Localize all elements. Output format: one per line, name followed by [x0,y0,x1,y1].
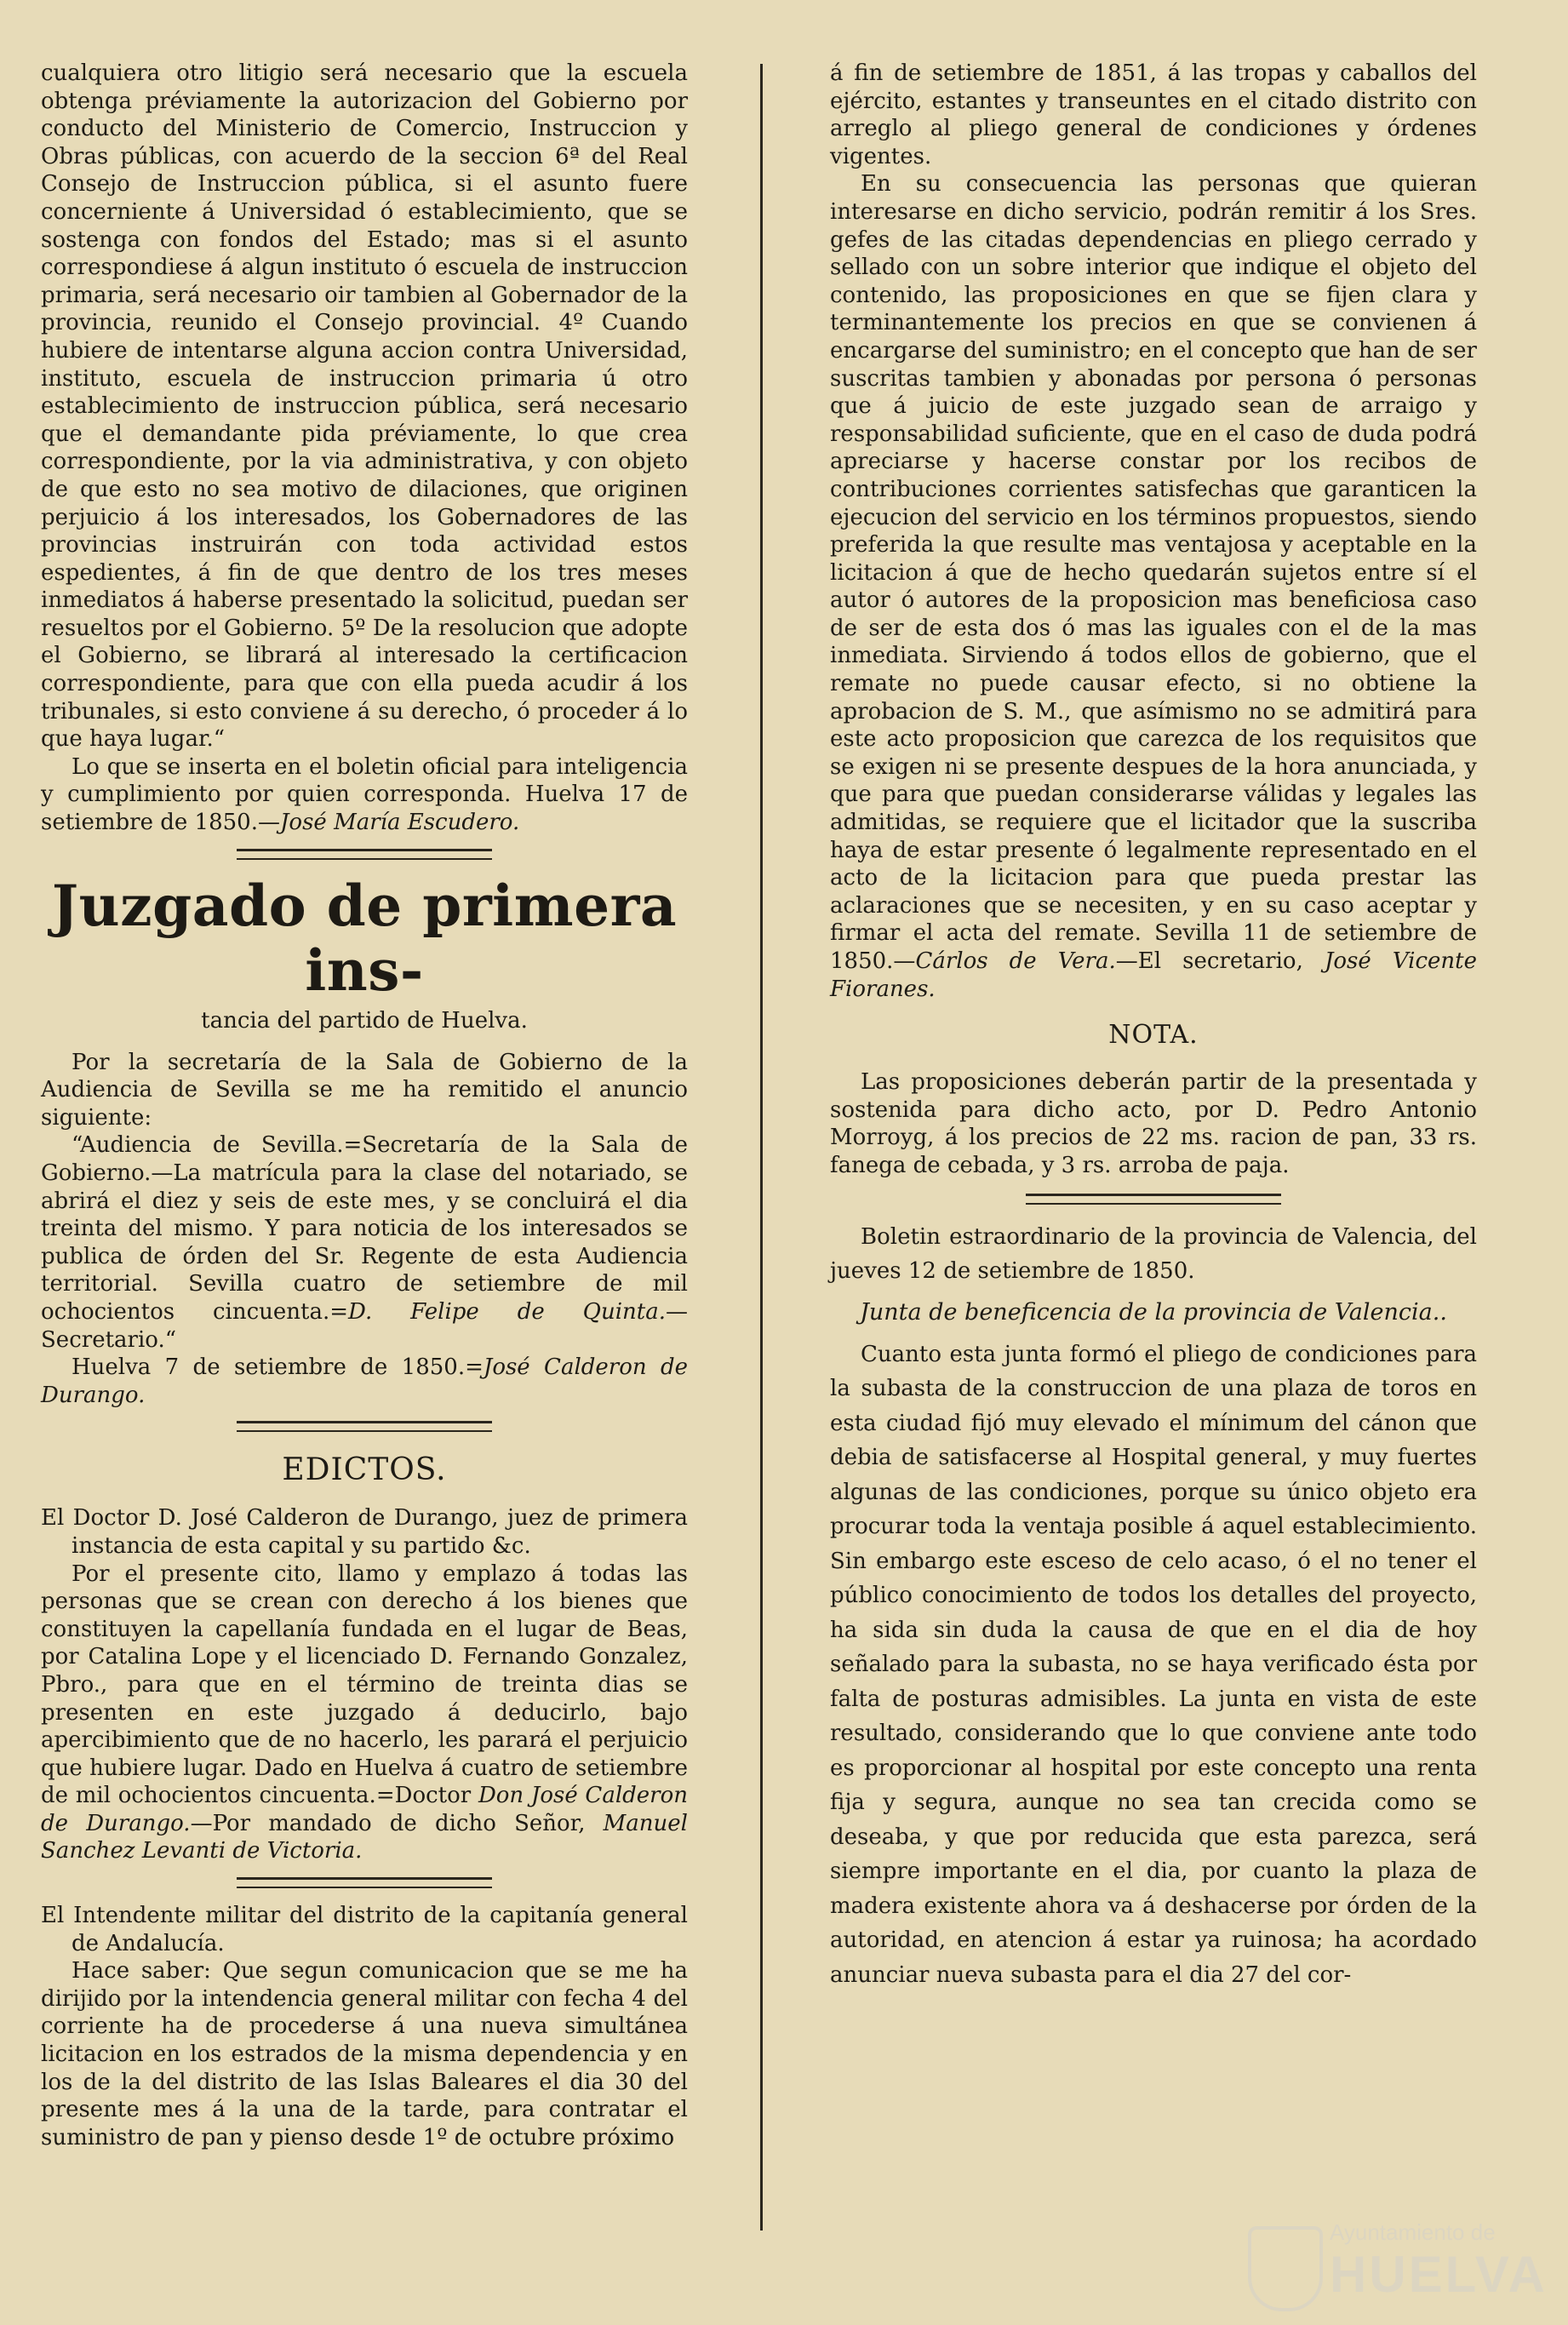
signature: Cárlos de Vera. [915,948,1116,974]
nota-heading: NOTA. [1108,1020,1199,1051]
juzgado-subheading: tancia del partido de Huelva. [201,1007,528,1034]
insertion-notice: Lo que se inserta en el boletin oficial para inteligencia y cumplimiento por quien corresponda. Huelva 17 de setiembre de 1850.—José María Escudero. [41,753,688,836]
signature: Don José Calderon de Durango. [41,1783,689,1836]
huelva-dateline: Huelva 7 de setiembre de 1850.=José Calderon de Durango. [41,1354,688,1408]
nota-body: Las proposiciones deberán partir de la presentada y sostenida para dicho acto, por D. Pedro Antonio Morroyg, á los precios de 22 ms. racion de pan, 33 rs. fanega de cebada, y 3 rs. arroba de paja. [830,1069,1477,1178]
audiencia-intro: Por la secretaría de la Sala de Gobierno de la Audiencia de Sevilla se me ha remitido el anuncio siguiente: [41,1049,688,1131]
signature: Manuel Sanchez Levanti de Victoria. [41,1810,688,1864]
section-divider [237,1421,492,1432]
signature: José Vicente Fioranes. [830,948,1477,1002]
valencia-section [830,1220,1477,1993]
edictos-heading: EDICTOS. [282,1452,447,1488]
signature: José Calderon de Durango. [41,1354,688,1408]
law-article-continuation: cualquiera otro litigio será necesario que la escuela obtenga préviamente la autorizacion del Gobierno por conducto del Ministerio de Comercio, Instruccion y Obras públicas, con acuerdo de la seccion 6ª del Real Consejo de Instruccion pública, si el asunto fuere concerniente á Universidad ó establecimiento, que se sostenga con fondos del Estado; mas si el asunto correspondiese á algun instituto ó escuela de instruccion primaria, será necesario oir tambien al Gobernador de la provincia, reunido el Consejo provincial. 4º Cuando hubiere de intentarse alguna accion contra Universidad, instituto, escuela de instruccion primaria ú otro establecimiento de instruccion pública, será necesario que el demandante pida préviamente, lo que crea correspondiente, por la via administrativa, y con objeto de que esto no sea motivo de dilaciones, que originen perjuicio á los interesados, los Gobernadores de las provincias instruirán con toda actividad estos espedientes, á fin de que dentro de los tres meses inmediatos á haberse presentado la solicitud, puedan ser resueltos por el Gobierno. 5º De la resolucion que adopte el Gobierno, se librará al interesado la certificacion correspondiente, para que con ella pueda acudir á los tribunales, si esto conviene á su derecho, ó proceder á lo que haya lugar.“ [41,60,688,753]
valencia-boletin-title: Boletin estraordinario de la provincia de Valencia, del jueves 12 de setiembre de 1850. [830,1223,1477,1285]
signature: D. Felipe de Quinta. [348,1298,667,1325]
junta-body: Cuanto esta junta formó el pliego de condiciones para la subasta de la construccion de una plaza de toros en esta ciudad fijó muy elevado el mínimum del cánon que debia de satisfacerse al Hospital general, y muy fuertes algunas de las condiciones, porque su único objeto era procurar toda la ventaja posible á aquel establecimiento. Sin embargo este esceso de celo acaso, ó el no tener el público conocimiento de todos los detalles del proyecto, ha sida sin duda la causa de que en el dia de hoy señalado para la subasta, no se haya verificado ésta por falta de posturas admisibles. La junta en vista de este resultado, considerando que lo que conviene ante todo es proporcionar al hospital por este concepto una renta fija y segura, aunque no sea tan crecida como se deseaba, y que por reducida que esta parezca, será siempre importante en el dia, por cuanto la plaza de madera existente ahora va á deshacerse por órden de la autoridad, en atencion á estar ya ruinosa; ha acordado anunciar nueva subasta para el dia 27 del cor- [830,1341,1477,1988]
intendente-continuation: á fin de setiembre de 1851, á las tropas y caballos del ejército, estantes y transeuntes en el citado distrito con arreglo al pliego general de condiciones y órdenes vigentes. [830,60,1477,169]
intendente-heading: El Intendente militar del distrito de la capitanía general de Andalucía. [41,1903,688,1956]
edicto-issuer: El Doctor D. José Calderon de Durango, juez de primera instancia de esta capital y su partido &c. [41,1505,688,1559]
audiencia-notice: “Audiencia de Sevilla.=Secretaría de la Sala de Gobierno.—La matrícula para la clase del notariado, se abrirá el diez y seis de este mes, y se concluirá el dia treinta del mismo. Y para noticia de los interesados se publica de órden del Sr. Regente de esta Audiencia territorial. Sevilla cuatro de setiembre de mil ochocientos cincuenta.=D. Felipe de Quinta.—Secretario.“ [41,1132,689,1353]
junta-heading: Junta de beneficencia de la provincia de Valencia.. [860,1298,1447,1326]
section-divider [237,1877,492,1888]
right-column [830,60,1477,1992]
ayuntamiento-watermark: Ayuntamiento de HUELVA [1248,2211,1537,2313]
signature: José María Escudero. [280,810,520,836]
licitacion-conditions: En su consecuencia las personas que quieran interesarse en dicho servicio, podrán remitir á los Sres. gefes de las citadas dependencias en pliego cerrado y sellado con un sobre interior que indique el objeto del contenido, las proposiciones en que se fijen clara y terminantemente los precios en que se convienen á encargarse del suministro; en el concepto que han de ser suscritas tambien y abonadas por persona ó personas que á juicio de este juzgado sean de arraigo y responsabilidad suficiente, que en el caso de duda podrá apreciarse y hacerse constar por los recibos de contribuciones corrientes satisfechas que garanticen la ejecucion del servicio en los términos propuestos, siendo preferida la que resulte mas ventajosa y aceptable en la licitacion á que de hecho quedarán sujetos entre sí el autor ó autores de la proposicion mas beneficiosa caso de ser de esta dos ó mas las iguales con el de la mas inmediata. Sirviendo á todos ellos de gobierno, que el remate no puede causar efecto, si no obtiene la aprobacion de S. M., que asímismo no se admitirá para este acto proposicion que carezca de los requisitos que se exigen ni se presente despues de la hora anunciada, y que para que puedan considerarse válidas y legales las admitidas, se requiere que el licitador que la suscriba haya de estar presente ó legalmente representado en el acto de la licitacion para que pueda prestar las aclaraciones que se necesiten, y en su caso aceptar y firmar el acta del remate. Sevilla 11 de setiembre de 1850.—Cárlos de Vera.—El secretario, José Vicente Fioranes. [830,171,1477,1002]
intendente-body: Hace saber: Que segun comunicacion que se me ha dirijido por la intendencia general militar con fecha 4 del corriente ha de procederse á una nueva simultánea licitacion en los estrados de la misma dependencia y en los de la del distrito de las Islas Baleares el dia 30 del presente mes á la una de la tarde, para contratar el suministro de pan y pienso desde 1º de octubre próximo [41,1958,688,2150]
shield-icon [1248,2226,1323,2311]
juzgado-heading: Juzgado de primera ins- [51,872,678,1004]
section-divider [237,849,492,860]
left-column [41,60,688,2151]
column-rule [760,64,763,2231]
section-divider [1026,1194,1281,1205]
edicto-body: Por el presente cito, llamo y emplazo á todas las personas que se crean con derecho á los bienes que constituyen la capellanía fundada en el lugar de Beas, por Catalina Lope y el licenciado D. Fernando Gonzalez, Pbro., para que en el término de treinta dias se presenten en este juzgado á deducirlo, bajo apercibimiento que de no hacerlo, les parará el perjuicio que hubiere lugar. Dado en Huelva á cuatro de setiembre de mil ochocientos cincuenta.=Doctor Don José Calderon de Durango.—Por mandado de dicho Señor, Manuel Sanchez Levanti de Victoria. [41,1560,689,1864]
